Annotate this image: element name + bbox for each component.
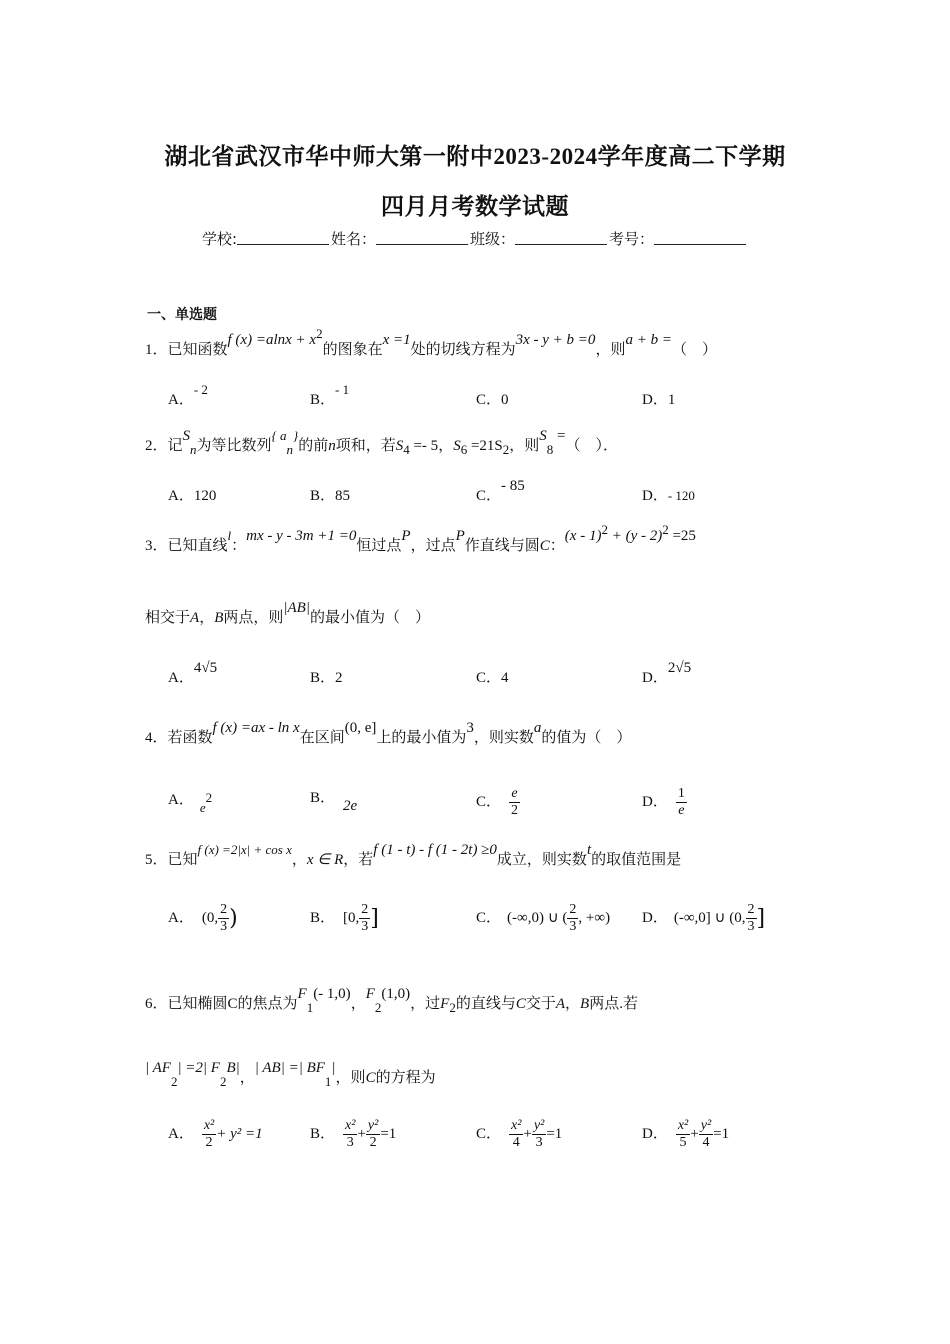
fraction-denominator: 4	[512, 1135, 520, 1150]
option-label: D．	[642, 793, 668, 810]
q6-text: 交于	[525, 996, 556, 1012]
q1-option-b[interactable]	[310, 382, 350, 409]
q3-math: + (y - 2)	[607, 528, 663, 544]
fraction-denominator: 5	[679, 1135, 687, 1150]
q3-math: P	[455, 528, 465, 544]
q4-text: 上的最小值为	[376, 730, 467, 746]
option-value: (-∞,0] ∪ (0,	[673, 909, 746, 926]
fraction-numerator: y²	[700, 1118, 712, 1133]
school-label: 学校:	[201, 230, 237, 248]
option-value: [0,	[343, 909, 360, 926]
title-line-1: 湖北省武汉市华中师大第一附中2023-2024学年度高二下学期	[164, 144, 786, 169]
q3-math: mx - y - 3m +1 =0	[246, 528, 357, 544]
q2-math: =21S	[467, 438, 503, 454]
option-value: - 1	[335, 382, 350, 397]
fraction-numerator: y²	[367, 1118, 379, 1133]
q5-option-a[interactable]	[168, 902, 238, 935]
q2-math: S	[395, 438, 404, 454]
option-value: (-∞,0) ∪ (	[507, 909, 568, 926]
q3-math: P	[401, 528, 411, 544]
q6-math: A	[555, 996, 566, 1012]
option-value: - 85	[501, 478, 525, 494]
fraction-denominator: 3	[569, 919, 577, 934]
fraction-numerator: 2	[220, 902, 228, 917]
option-fraction	[699, 1118, 713, 1151]
q2-math: { a	[271, 428, 287, 443]
option-value: , +∞)	[578, 909, 611, 926]
option-value: 2	[205, 790, 213, 805]
student-info-row	[0, 228, 950, 249]
question-2	[145, 428, 619, 458]
option-label: C．	[476, 909, 502, 926]
q2-text: ，则	[509, 438, 540, 454]
option-value: =1	[380, 1125, 397, 1142]
option-fraction	[532, 1118, 546, 1151]
q2-text: ，	[438, 438, 454, 454]
q6-math: | AF	[145, 1060, 171, 1076]
q3-math: (x - 1)	[564, 528, 602, 544]
option-label: B．	[310, 909, 336, 926]
option-fraction	[343, 1118, 357, 1151]
q6-math: (- 1,0)	[313, 986, 351, 1002]
q3-option-d[interactable]	[642, 660, 692, 687]
q5-text: ，若	[343, 852, 374, 868]
fraction-numerator: 2	[569, 902, 577, 917]
option-value: 2e	[343, 798, 358, 814]
option-label: B．	[310, 488, 336, 504]
option-fraction	[202, 1118, 216, 1151]
option-value: 120	[193, 488, 217, 504]
q2-math: =	[553, 428, 566, 444]
id-blank[interactable]	[654, 230, 746, 245]
q5-text: ，	[291, 852, 307, 868]
fraction-denominator: 3	[361, 919, 369, 934]
option-value: +	[523, 1125, 532, 1142]
q6-math: B|	[226, 1060, 240, 1076]
question-4	[145, 720, 632, 747]
q4-text: 4．若函数	[145, 730, 213, 746]
option-fraction	[366, 1118, 380, 1151]
q6-option-c[interactable]	[476, 1118, 562, 1151]
option-fraction	[567, 902, 578, 935]
q1-math-c: x =1	[382, 332, 411, 348]
option-label: B．	[310, 670, 336, 686]
q3-math: =25	[668, 528, 696, 544]
q3-text: ，	[199, 610, 215, 626]
q2-text: 项和，若	[335, 438, 396, 454]
q6-option-d[interactable]	[642, 1118, 729, 1151]
q4-option-a[interactable]	[168, 786, 213, 815]
q6-math: F	[440, 996, 450, 1012]
q6-text: 两点.若	[589, 996, 638, 1012]
q2-text: 为等比数列	[196, 438, 272, 454]
q6-math: 2	[374, 1000, 382, 1015]
option-label: A．	[168, 792, 194, 808]
q3-math: A	[190, 610, 200, 626]
option-value: +	[357, 1125, 366, 1142]
q6-math: B	[580, 996, 590, 1012]
q6-math: | =2| F	[177, 1060, 220, 1076]
option-value: 1	[667, 392, 676, 408]
q6-math: 1	[324, 1074, 332, 1089]
q2-math: 6	[460, 442, 468, 457]
option-label: B．	[310, 392, 336, 408]
q1-option-c[interactable]	[476, 388, 509, 409]
name-blank[interactable]	[376, 230, 468, 245]
q5-option-c[interactable]	[476, 902, 610, 935]
q1-text: 处的切线方程为	[410, 342, 516, 358]
option-label: C．	[476, 488, 502, 504]
q2-option-d[interactable]	[642, 484, 695, 505]
q3-text: 两点，则	[223, 610, 284, 626]
option-fraction	[676, 786, 687, 819]
option-label: D．	[642, 392, 668, 408]
q3-text: ：	[231, 538, 247, 554]
q4-math: a	[533, 720, 542, 736]
fraction-numerator: 2	[747, 902, 755, 917]
section-heading: 一、单选题	[147, 307, 217, 323]
title-line-2: 四月月考数学试题	[381, 194, 569, 219]
q6-option-a[interactable]	[168, 1118, 263, 1151]
q6-math: 1	[306, 1000, 314, 1015]
q6-text: 的直线与	[455, 996, 516, 1012]
class-blank[interactable]	[515, 230, 607, 245]
q5-math: x ∈ R	[306, 852, 344, 868]
q6-math: |	[331, 1060, 336, 1076]
q4-option-b[interactable]	[310, 786, 358, 814]
q6-math: F	[297, 986, 307, 1002]
q3-text: 相交于	[145, 610, 191, 626]
option-value: =1	[713, 1125, 730, 1142]
option-label: A．	[168, 909, 194, 926]
fraction-numerator: x²	[511, 1118, 522, 1133]
option-label: D．	[642, 909, 668, 926]
q2-text: 的前	[298, 438, 329, 454]
q6-text: 的方程为	[375, 1070, 436, 1086]
option-fraction	[509, 786, 520, 819]
q3-text: 作直线与圆	[464, 538, 540, 554]
q6-math: 2	[449, 1000, 456, 1015]
q3-math: 2	[601, 522, 608, 537]
q5-option-d[interactable]	[642, 902, 765, 935]
option-value: =1	[546, 1125, 563, 1142]
q5-text: 的取值范围是	[591, 852, 682, 868]
q4-math: (0, e]	[344, 720, 377, 736]
q3-text: 的最小值为（ ）	[309, 610, 430, 626]
fraction-denominator: 3	[346, 1135, 354, 1150]
q2-math: 2	[502, 442, 510, 457]
option-value: + y² =1	[216, 1125, 263, 1142]
option-label: A．	[168, 392, 194, 408]
q1-option-a[interactable]	[168, 382, 208, 409]
option-label: C．	[476, 793, 502, 810]
question-1	[145, 326, 717, 359]
q5-text: 5．已知	[145, 852, 198, 868]
fraction-numerator: x²	[203, 1118, 215, 1133]
q1-math-e: 3x - y + b =0	[515, 332, 596, 348]
fraction-denominator: 3	[747, 919, 755, 934]
q2-math: S	[453, 438, 461, 454]
option-value: (0,	[201, 909, 219, 926]
fraction-denominator: 4	[702, 1135, 710, 1150]
q3-math: |AB|	[283, 600, 310, 616]
q6-math: 2	[170, 1074, 178, 1089]
q5-math: t	[586, 842, 592, 858]
q3-math: l	[227, 528, 232, 543]
q2-math: S	[182, 428, 191, 444]
fraction-numerator: 1	[677, 786, 685, 801]
fraction-numerator: x²	[345, 1118, 356, 1133]
q4-text: 在区间	[299, 730, 345, 746]
q2-math: n	[190, 442, 197, 457]
q2-option-b[interactable]	[310, 484, 350, 505]
q2-math: =- 5	[409, 438, 439, 454]
q1-text: 1．已知函数	[145, 342, 228, 358]
q6-text: 6．已知椭圆C的焦点为	[145, 996, 298, 1012]
question-5	[145, 842, 682, 869]
option-label: B．	[310, 790, 336, 806]
q1-math-f: f (x) =alnx + x	[227, 332, 317, 348]
q6-math: C	[365, 1070, 376, 1086]
q6-text: ，过	[410, 996, 441, 1012]
option-value: 0	[501, 392, 509, 408]
fraction-denominator: 2	[205, 1135, 213, 1150]
school-blank[interactable]	[237, 230, 329, 245]
q6-math: F	[365, 986, 375, 1002]
q1-text: （ ）	[671, 342, 717, 358]
q1-text: 的图象在	[322, 342, 383, 358]
fraction-denominator: 3	[535, 1135, 543, 1150]
q5-text: 成立，则实数	[496, 852, 587, 868]
q3-text: ：	[549, 538, 565, 554]
q4-text: ，则实数	[473, 730, 534, 746]
name-label: 姓名：	[331, 230, 377, 248]
option-fraction	[676, 1118, 690, 1151]
q4-option-c[interactable]	[476, 786, 520, 819]
option-value: 2√5	[667, 660, 692, 676]
option-fraction	[746, 902, 757, 935]
q1-math-sup: 2	[316, 326, 323, 341]
q4-option-d[interactable]	[642, 786, 687, 819]
option-label: A．	[168, 1125, 194, 1142]
option-label: D．	[642, 1125, 668, 1142]
option-fraction	[218, 902, 229, 935]
q1-text: ，则	[595, 342, 626, 358]
q2-math: 8	[546, 442, 554, 457]
option-value: - 2	[193, 382, 208, 397]
q6-math: (1,0)	[381, 986, 411, 1002]
option-fraction	[359, 902, 370, 935]
q6-math: 2	[219, 1074, 227, 1089]
id-label: 考号：	[609, 230, 655, 248]
q2-text: 2．记	[145, 438, 183, 454]
question-6-line-2	[145, 1060, 436, 1090]
option-label: D．	[642, 670, 668, 686]
q2-text: （ ）．	[565, 438, 619, 454]
q6-text: ，	[565, 996, 581, 1012]
q2-math: n	[286, 442, 293, 457]
q3-text: 3．已知直线	[145, 538, 228, 554]
q6-option-b[interactable]	[310, 1118, 396, 1151]
q4-text: 的值为（ ）	[541, 730, 632, 746]
fraction-denominator: 2	[369, 1135, 377, 1150]
q6-text: ，则	[335, 1070, 366, 1086]
option-value: 85	[335, 488, 351, 504]
question-3-line-2	[145, 600, 430, 627]
option-value: e	[199, 800, 206, 815]
q3-math: C	[539, 538, 550, 554]
option-label: B．	[310, 1125, 336, 1142]
fraction-numerator: e	[509, 786, 520, 803]
option-value: - 120	[667, 488, 695, 503]
option-label: A．	[168, 488, 194, 504]
fraction-numerator: y²	[533, 1118, 545, 1133]
fraction-numerator: x²	[677, 1118, 689, 1133]
option-value: 2	[335, 670, 343, 686]
option-label: C．	[476, 1125, 502, 1142]
option-value: 4	[501, 670, 509, 686]
q6-text: ，	[350, 996, 366, 1012]
q3-math: 2	[662, 522, 669, 537]
q2-math: }	[292, 428, 299, 443]
option-value: +	[690, 1125, 699, 1142]
option-label: D．	[642, 488, 668, 504]
fraction-numerator: 2	[361, 902, 369, 917]
q1-math-h: a + b =	[625, 332, 672, 348]
option-value: )	[229, 906, 238, 931]
q3-text: 恒过点	[356, 538, 402, 554]
q6-math: C	[515, 996, 526, 1012]
q3-math: B	[214, 610, 224, 626]
q3-text: ，过点	[410, 538, 456, 554]
option-fraction	[509, 1118, 523, 1151]
option-value: ]	[756, 906, 766, 931]
class-label: 班级：	[470, 230, 516, 248]
q3-option-b[interactable]	[310, 666, 343, 687]
fraction-denominator: 2	[511, 803, 519, 818]
q2-math: 4	[403, 442, 410, 457]
question-6	[145, 986, 638, 1016]
q4-math: f (x) =ax - ln x	[212, 720, 300, 736]
q4-math: 3	[466, 720, 474, 736]
q2-math: n	[328, 438, 336, 454]
question-3	[145, 522, 696, 555]
q6-math: | AB| =| BF	[254, 1060, 325, 1076]
q5-math: f (1 - t) - f (1 - 2t) ≥0	[373, 842, 497, 858]
fraction-denominator: 3	[220, 919, 228, 934]
option-value: 4√5	[193, 660, 218, 676]
q5-math: f (x) =2|x| + cos x	[197, 842, 292, 857]
option-label: C．	[476, 392, 502, 408]
q3-option-a[interactable]	[168, 660, 218, 687]
q1-option-d[interactable]	[642, 388, 675, 409]
option-value: ]	[370, 906, 379, 931]
q2-option-a[interactable]	[168, 484, 216, 505]
q3-option-c[interactable]	[476, 666, 509, 687]
q5-option-b[interactable]	[310, 902, 379, 935]
option-label: A．	[168, 670, 194, 686]
fraction-denominator: e	[678, 803, 685, 818]
q2-option-c[interactable]	[476, 478, 525, 505]
q2-math: S	[539, 428, 547, 444]
q6-text: ，	[239, 1070, 255, 1086]
option-label: C．	[476, 670, 502, 686]
